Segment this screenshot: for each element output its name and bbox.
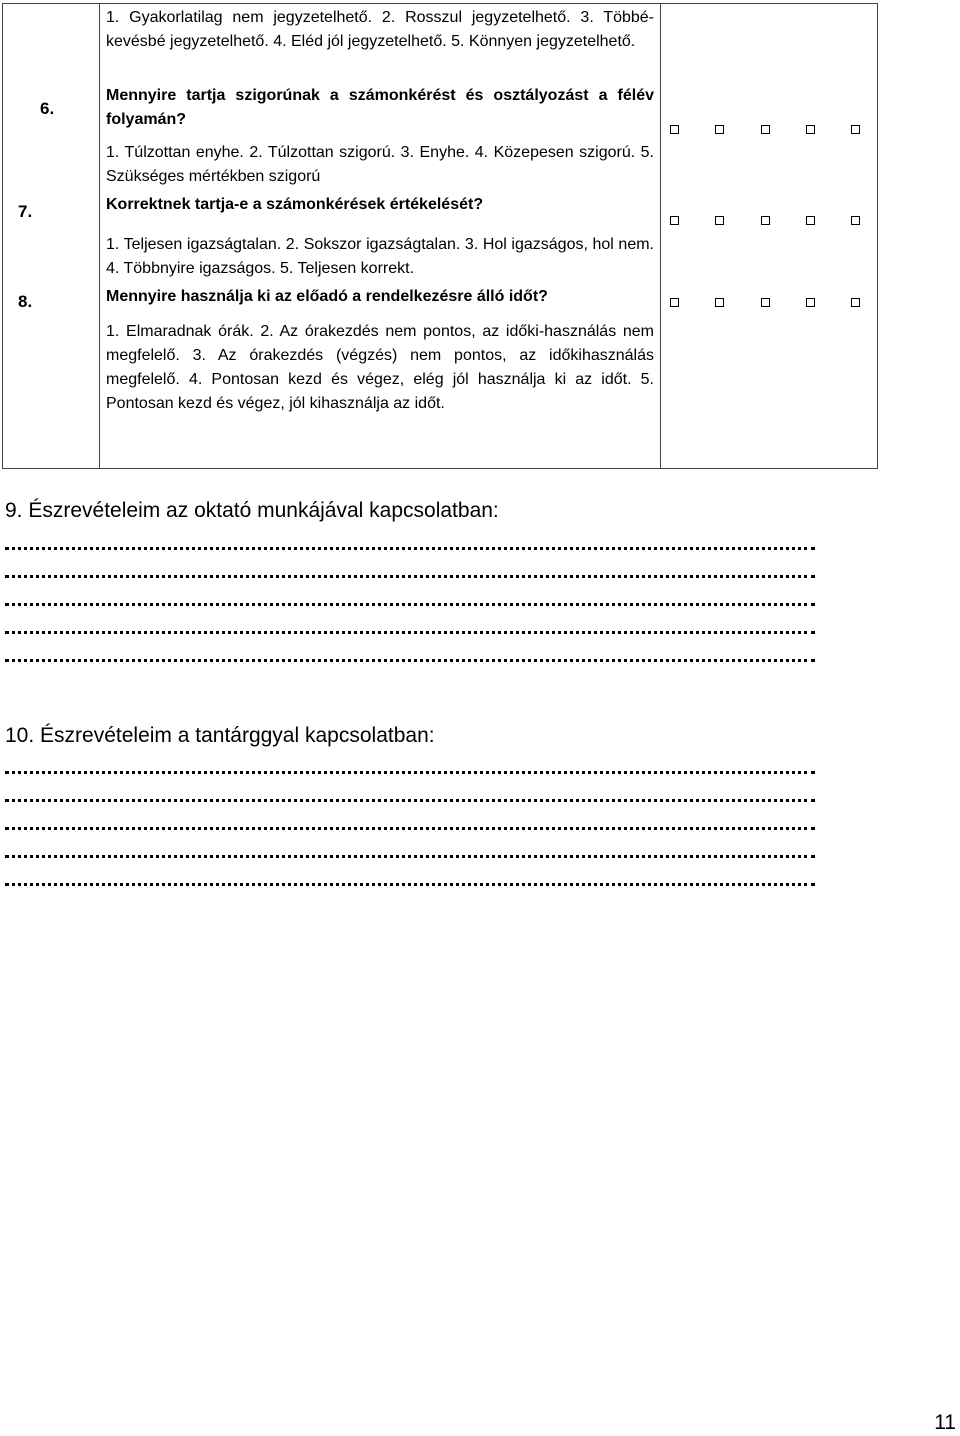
checkbox[interactable] bbox=[670, 298, 679, 307]
rating-checkboxes bbox=[670, 125, 860, 134]
question-text: Mennyire tartja szigorúnak a számonkérést és osztályozást a félév folyamán? bbox=[106, 87, 654, 128]
answer-line[interactable] bbox=[5, 538, 815, 550]
rating-checkboxes bbox=[670, 216, 860, 225]
question-text: Mennyire használja ki az előadó a rendelkezésre álló időt? bbox=[106, 288, 548, 305]
checkbox[interactable] bbox=[761, 298, 770, 307]
section-10-title: 10. Észrevételeim a tantárggyal kapcsolatban: bbox=[5, 724, 435, 747]
answer-line[interactable] bbox=[5, 762, 815, 774]
checkbox[interactable] bbox=[806, 125, 815, 134]
question-text: Korrektnek tartja-e a számonkérések értékelését? bbox=[106, 196, 484, 213]
answer-line[interactable] bbox=[5, 874, 815, 886]
q5-scale-text: 1. Gyakorlatilag nem jegyzetelhető. 2. Rosszul jegyzetelhető. 3. Többé-kevésbé jegyzetelhető. 4. Eléd jól jegyzetelhető. 5. Könnyen jegyzetelhető. bbox=[106, 9, 654, 50]
checkbox[interactable] bbox=[761, 125, 770, 134]
section-9-title: 9. Észrevételeim az oktató munkájával kapcsolatban: bbox=[5, 499, 499, 522]
checkbox[interactable] bbox=[851, 298, 860, 307]
question-number: 6. bbox=[40, 99, 55, 118]
column-divider bbox=[99, 4, 100, 468]
answer-line[interactable] bbox=[5, 818, 815, 830]
question-number: 8. bbox=[18, 292, 33, 311]
checkbox[interactable] bbox=[851, 216, 860, 225]
checkbox[interactable] bbox=[851, 125, 860, 134]
checkbox[interactable] bbox=[761, 216, 770, 225]
answer-line[interactable] bbox=[5, 790, 815, 802]
answer-line[interactable] bbox=[5, 594, 815, 606]
checkbox[interactable] bbox=[670, 125, 679, 134]
scale-text: 1. Elmaradnak órák. 2. Az órakezdés nem pontos, az időki-használás nem megfelelő. 3. Az órakezdés (végzés) nem pontos, az időkihasználás megfelelő. 4. Pontosan kezd és végez, elég jól használja ki az időt. 5. Pontosan kezd és végez, jól kihasználja az időt. bbox=[106, 323, 654, 412]
rating-checkboxes bbox=[670, 298, 860, 307]
answer-line[interactable] bbox=[5, 846, 815, 858]
scale-text: 1. Túlzottan enyhe. 2. Túlzottan szigorú. 3. Enyhe. 4. Közepesen szigorú. 5. Szükséges mértékben szigorú bbox=[106, 144, 654, 185]
checkbox[interactable] bbox=[715, 298, 724, 307]
scale-text: 1. Teljesen igazságtalan. 2. Sokszor igazságtalan. 3. Hol igazságos, hol nem. 4. Többnyire igazságos. 5. Teljesen korrekt. bbox=[106, 236, 654, 277]
question-number: 7. bbox=[18, 202, 33, 221]
answer-line[interactable] bbox=[5, 650, 815, 662]
column-divider bbox=[660, 4, 661, 468]
checkbox[interactable] bbox=[806, 298, 815, 307]
checkbox[interactable] bbox=[806, 216, 815, 225]
answer-line[interactable] bbox=[5, 566, 815, 578]
checkbox[interactable] bbox=[715, 125, 724, 134]
checkbox[interactable] bbox=[670, 216, 679, 225]
checkbox[interactable] bbox=[715, 216, 724, 225]
page-number: 11 bbox=[934, 1411, 956, 1434]
answer-line[interactable] bbox=[5, 622, 815, 634]
